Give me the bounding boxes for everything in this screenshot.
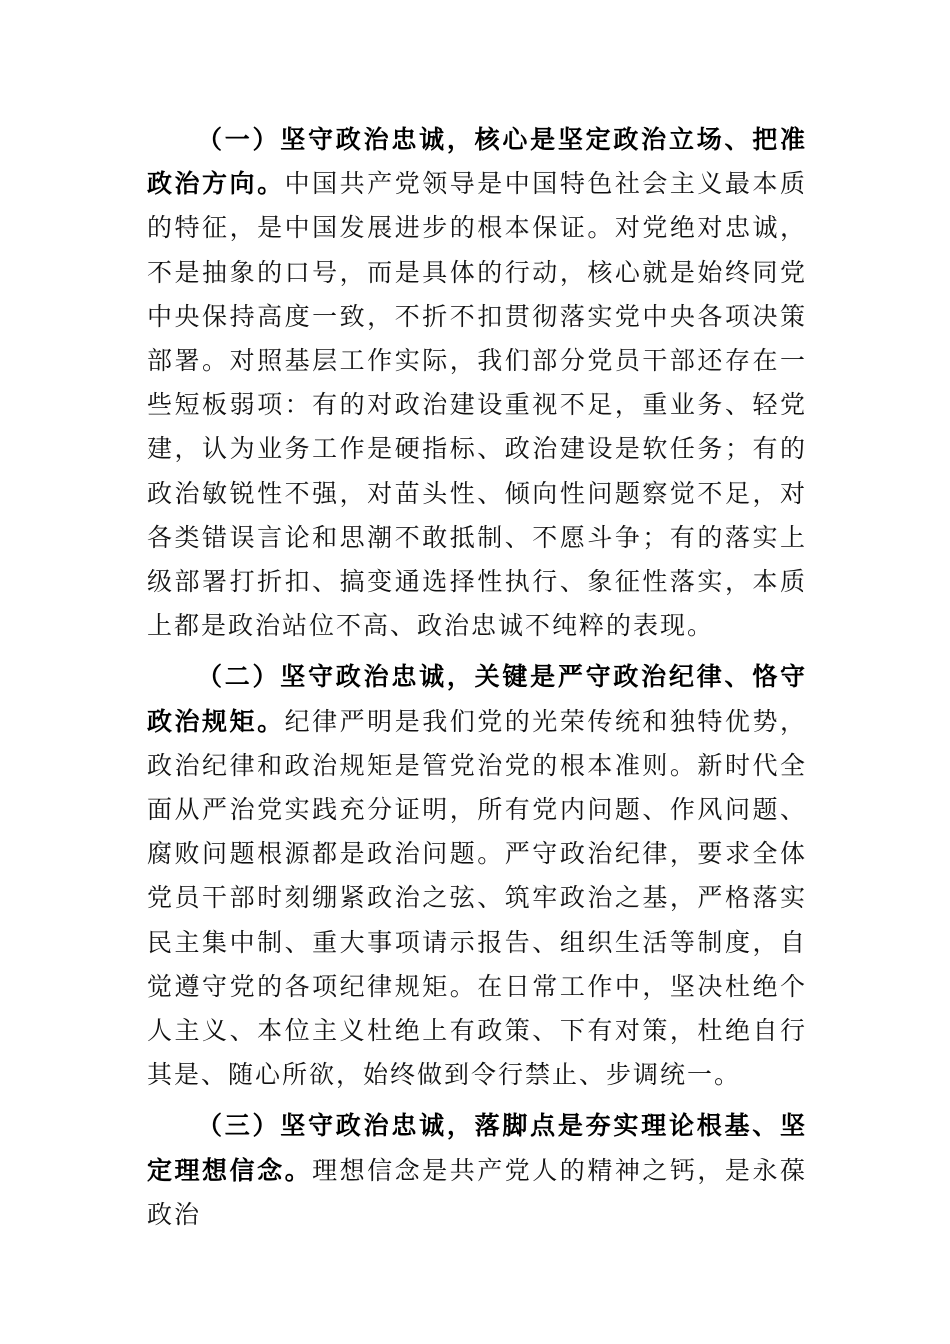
paragraph-1-body: 中国共产党领导是中国特色社会主义最本质的特征，是中国发展进步的根本保证。对党绝对忠诚，不是抽象的口号，而是具体的行动，核心就是始终同党中央保持高度一致，不折不扣贯彻落实党中央各项决策部署。对照基层工作实际，我们部分党员干部还存在一些短板弱项：有的对政治建设重视不足，重业务、轻党建，认为业务工作是硬指标、政治建设是软任务；有的政治敏锐性不强，对苗头性、倾向性问题察觉不足，对各类错误言论和思潮不敢抵制、不愿斗争；有的落实上级部署打折扣、搞变通选择性执行、象征性落实，本质上都是政治站位不高、政治忠诚不纯粹的表现。 xyxy=(147,169,807,641)
paragraph-3 xyxy=(147,1104,807,1237)
paragraph-1 xyxy=(147,118,807,648)
paragraph-3-body: 理想信念是共产党人的精神之钙，是永葆政治 xyxy=(147,1155,807,1229)
paragraph-2-body: 纪律严明是我们党的光荣传统和独特优势，政治纪律和政治规矩是管党治党的根本准则。新时代全面从严治党实践充分证明，所有党内问题、作风问题、腐败问题根源都是政治问题。严守政治纪律，要求全体党员干部时刻绷紧政治之弦、筑牢政治之基，严格落实民主集中制、重大事项请示报告、组织生活等制度，自觉遵守党的各项纪律规矩。在日常工作中，坚决杜绝个人主义、本位主义杜绝上有政策、下有对策，杜绝自行其是、随心所欲，始终做到令行禁止、步调统一。 xyxy=(147,706,807,1090)
paragraph-2 xyxy=(147,655,807,1097)
document-page xyxy=(147,118,807,1237)
paragraph-3-heading: （三）坚守政治忠诚，落脚点是夯实理论根基、坚定理想信念。 xyxy=(147,1111,807,1185)
paragraph-2-heading: （二）坚守政治忠诚，关键是严守政治纪律、恪守政治规矩。 xyxy=(147,662,807,736)
paragraph-1-heading: （一）坚守政治忠诚，核心是坚定政治立场、把准政治方向。 xyxy=(147,125,807,199)
